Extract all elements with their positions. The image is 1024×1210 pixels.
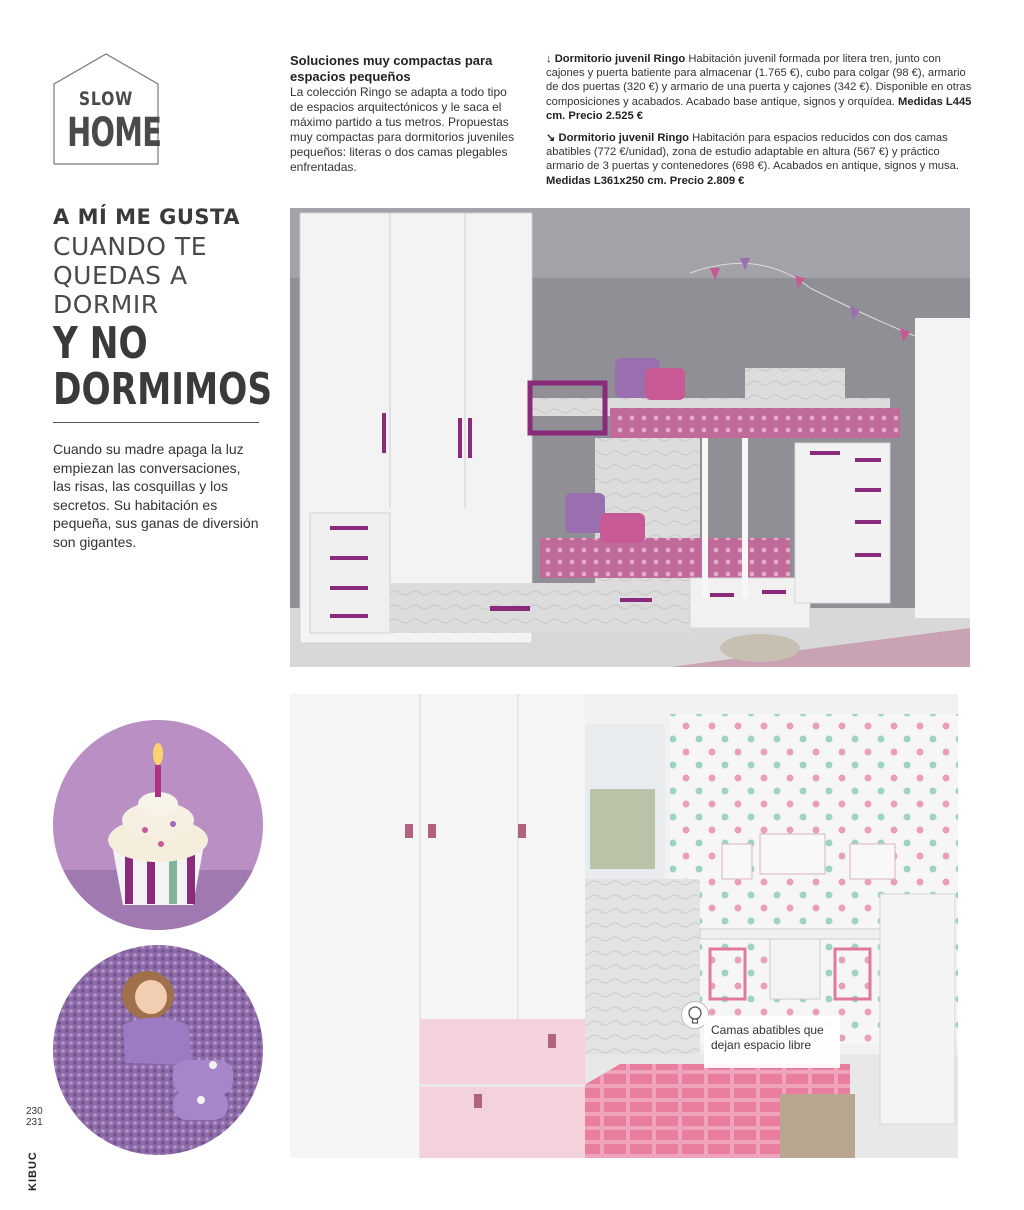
- product-name: Dormitorio juvenil Ringo: [558, 132, 690, 145]
- callout-text: Camas abatibles que dejan espacio libre: [711, 1023, 824, 1052]
- headline: [53, 205, 273, 415]
- headline-line-6: DORMIMOS: [53, 364, 273, 415]
- folding-beds-callout: [704, 1016, 840, 1068]
- logo-slow-text: SLOW: [78, 88, 134, 110]
- product-name: Dormitorio juvenil Ringo: [554, 53, 686, 65]
- page-numbers: [26, 1106, 43, 1128]
- page-number-left: 230: [26, 1106, 43, 1117]
- product-description-2: [546, 131, 978, 188]
- slow-home-logo: [52, 52, 160, 166]
- page-number-right: 231: [26, 1117, 43, 1128]
- folding-beds-room-photo: [290, 694, 970, 1158]
- intro-text: Cuando su madre apaga la luz empiezan las conversaciones, las risas, las cosquillas y los secretos. Su habitación es pequeña, sus ganas de diversión son gigantes.: [53, 441, 259, 550]
- product-body: Habitación juvenil formada por litera tren, junto con cajones y puerta batiente para almacenar (1.765 €), cubo para colgar (98 €), armario de dos puertas (320 €) y armario de una puerta y cajones (342 €). Disponible en otras composiciones y acabados. Acabado base antique, signos y orquídea.: [546, 53, 972, 108]
- product-description-1: [546, 52, 978, 123]
- bunk-bed-room-photo: [290, 208, 970, 667]
- headline-line-4: DORMIR: [53, 290, 159, 319]
- girl-on-rug-photo: [53, 945, 263, 1155]
- arrow-down-right-icon: ↘: [546, 132, 556, 145]
- product-body: Habitación para espacios reducidos con dos camas abatibles (772 €/unidad), zona de estudio adaptable en altura (567 €) y práctico armario de 3 puertas y contenedores (698 €). Acabados en antique, signos y musa.: [546, 132, 959, 173]
- compact-solutions-column: [290, 53, 522, 175]
- headline-line-2: CUANDO TE: [53, 232, 207, 261]
- product-descriptions: [546, 52, 978, 196]
- headline-line-5: Y NO: [53, 318, 148, 369]
- brand-name: KIBUC: [27, 1151, 39, 1191]
- column-body: La colección Ringo se adapta a todo tipo de espacios arquitectónicos y le saca el máximo partido a tus metros. Propuestas muy compactas para dormitorios juveniles pequeños: literas o dos camas plegables enfrentadas.: [290, 85, 515, 174]
- divider: [53, 422, 259, 423]
- cupcake-photo: [53, 720, 263, 930]
- product-price: Medidas L361x250 cm. Precio 2.809 €: [546, 174, 745, 187]
- headline-line-3: QUEDAS A: [53, 261, 188, 290]
- arrow-down-icon: ↓: [546, 53, 552, 65]
- column-title: Soluciones muy compactas para espacios pequeños: [290, 53, 493, 84]
- product-price: Medidas L445 cm. Precio 2.525 €: [546, 95, 972, 122]
- headline-line-1: A MÍ ME GUSTA: [53, 205, 240, 229]
- logo-home-text: HOME: [67, 110, 162, 156]
